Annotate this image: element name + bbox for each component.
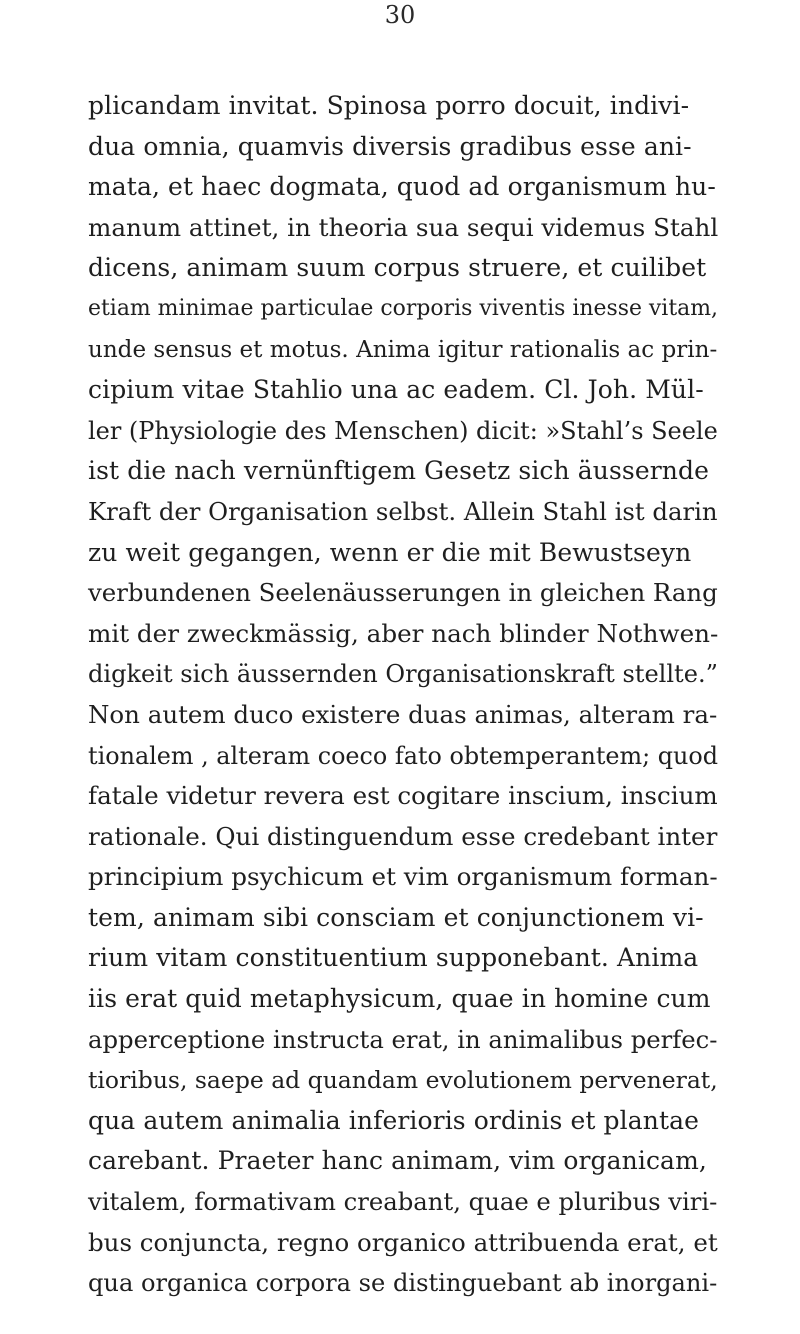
text-line-27: carebant. Praeter hanc animam, vim organicam, [88,1146,707,1176]
text-line-17: tionalem , alteram coeco fato obtemperantem; quod [88,741,719,770]
text-line-7: unde sensus et motus. Anima igitur rationalis ac prin- [88,336,718,363]
text-line-22: rium vitam constituentium supponebant. Anima [88,943,699,973]
body-text [88,86,718,1304]
text-line-21: tem, animam sibi consciam et conjunctionem vi- [88,902,704,932]
text-line-19: rationale. Qui distinguendum esse credebant inter [88,821,718,851]
page-number: 30 [384,1,416,29]
text-line-15: digkeit sich äussernden Organisationskraft stellte.” [88,660,718,689]
text-line-24: apperceptione instructa erat, in animalibus perfec- [88,1024,718,1054]
text-line-30: qua organica corpora se distinguebant ab inorgani- [88,1269,718,1298]
text-line-1: plicandam invitat. Spinosa porro docuit, indivi- [88,91,690,120]
text-line-13: verbundenen Seelenäusserungen in gleichen Rang [88,578,718,608]
text-line-2: dua omnia, quamvis diversis gradibus esse ani- [88,131,692,161]
text-line-14: mit der zweckmässig, aber nach blinder Nothwen- [88,618,719,648]
text-line-18: fatale videtur revera est cogitare inscium, inscium [88,781,718,811]
text-line-12: zu weit gegangen, wenn er die mit Bewustseyn [88,537,692,567]
text-line-4: manum attinet, in theoria sua sequi videmus Stahl [88,212,719,242]
text-line-29: bus conjuncta, regno organico attribuenda erat, et [88,1227,718,1257]
text-line-28: vitalem, formativam creabant, quae e pluribus viri- [88,1187,718,1217]
text-line-20: principium psychicum et vim organismum forman- [88,862,718,892]
text-line-11: Kraft der Organisation selbst. Allein Stahl ist darin [88,496,718,526]
text-line-26: qua autem animalia inferioris ordinis et plantae [88,1105,699,1135]
text-line-10: ist die nach vernünftigem Gesetz sich äussernde [88,456,709,486]
text-line-6: etiam minimae particulae corporis viventis inesse vitam, [88,295,718,321]
text-line-5: dicens, animam suum corpus struere, et cuilibet [88,253,707,283]
text-line-9: ler (Physiologie des Menschen) dicit: »Stahl’s Seele [88,416,718,445]
text-line-25: tioribus, saepe ad quandam evolutionem pervenerat, [88,1066,718,1095]
text-line-16: Non autem duco existere duas animas, alteram ra- [88,699,718,729]
text-line-23: iis erat quid metaphysicum, quae in homine cum [88,984,711,1014]
text-line-8: cipium vitae Stahlio una ac eadem. Cl. Joh. Mül- [88,375,704,405]
text-line-3: mata, et haec dogmata, quod ad organismum hu- [88,172,716,202]
